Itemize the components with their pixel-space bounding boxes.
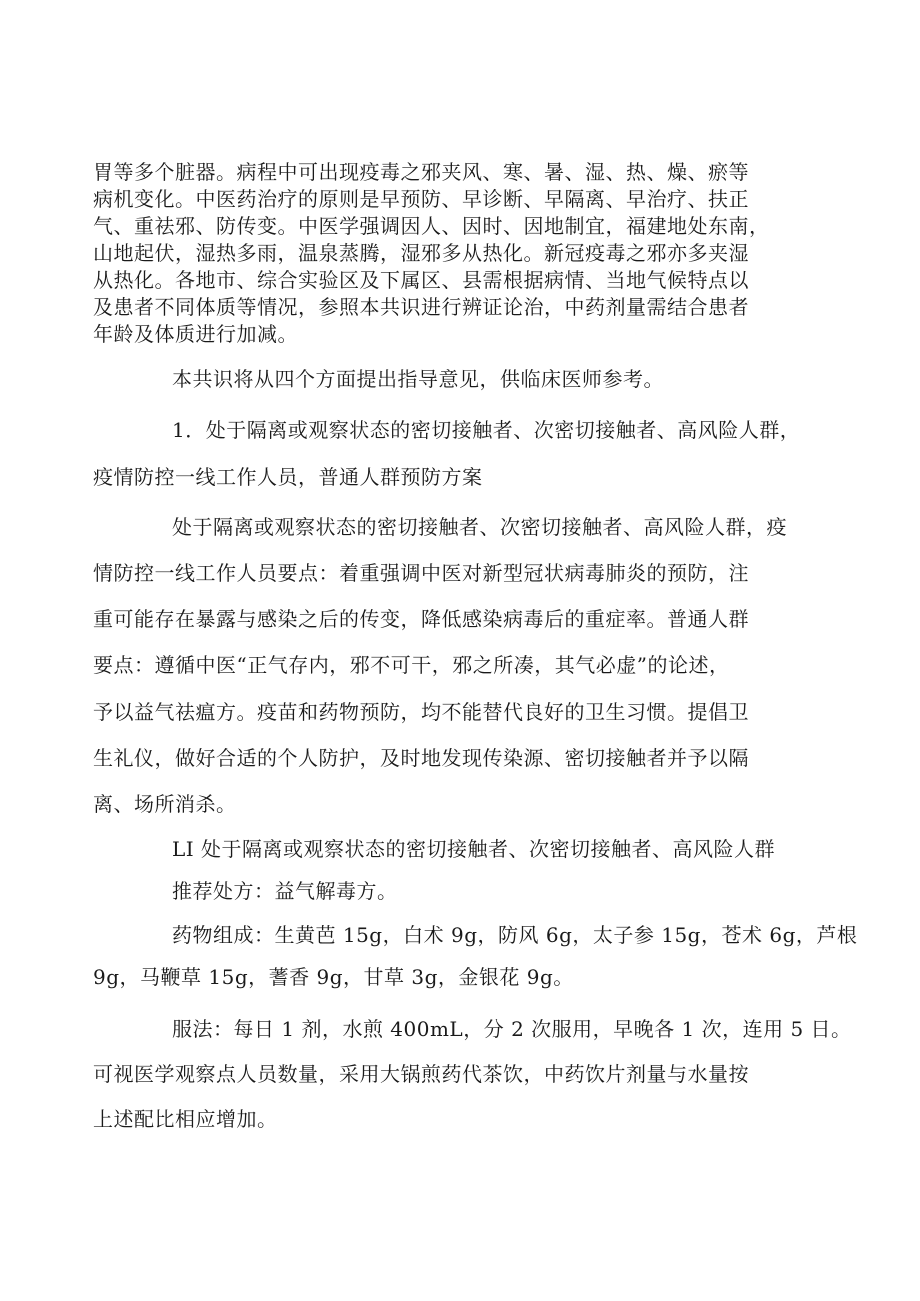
intro-line-2: 病机变化。中医药治疗的原则是早预防、早诊断、早隔离、早治疗、扶正 xyxy=(93,187,749,211)
section-body-line-7: 离、场所消杀。 xyxy=(93,792,237,816)
subsection-heading: LI 处于隔离或观察状态的密切接触者、次密切接触者、高风险人群 xyxy=(172,837,776,861)
intro-line-7: 年龄及体质进行加减。 xyxy=(93,322,298,346)
section-body-line-5: 予以益气祛瘟方。疫苗和药物预防，均不能替代良好的卫生习惯。提倡卫 xyxy=(93,700,749,724)
section-heading-line-2: 疫情防控一线工作人员，普通人群预防方案 xyxy=(93,465,483,489)
section-heading-line-1: 1．处于隔离或观察状态的密切接触者、次密切接触者、高风险人群， xyxy=(172,418,801,442)
section-body-line-6: 生礼仪，做好合适的个人防护，及时地发现传染源、密切接触者并予以隔 xyxy=(93,746,749,770)
intro-line-1: 胃等多个脏器。病程中可出现疫毒之邪夹风、寒、暑、湿、热、燥、瘀等 xyxy=(93,160,749,184)
intro-line-4: 山地起伏，湿热多雨，温泉蒸腾，湿邪多从热化。新冠疫毒之邪亦多夹湿 xyxy=(93,241,749,265)
usage-line-1: 服法：每日 1 剂，水煎 400mL，分 2 次服用，早晚各 1 次，连用 5 日。 xyxy=(172,1017,852,1041)
intro-line-5: 从热化。各地市、综合实验区及下属区、县需根据病情、当地气候特点以 xyxy=(93,268,749,292)
section-body-line-4: 要点：遵循中医“正气存内，邪不可干，邪之所凑，其气必虚”的论述， xyxy=(93,653,730,677)
section-body-line-1: 处于隔离或观察状态的密切接触者、次密切接触者、高风险人群，疫 xyxy=(172,515,787,539)
usage-line-2: 可视医学观察点人员数量，采用大锅煎药代茶饮，中药饮片剂量与水量按 xyxy=(93,1062,749,1086)
intro-line-3: 气、重祛邪、防传变。中医学强调因人、因时、因地制宜，福建地处东南， xyxy=(93,214,770,238)
section-body-line-3: 重可能存在暴露与感染之后的传变，降低感染病毒后的重症率。普通人群 xyxy=(93,607,749,631)
composition-line-1: 药物组成：生黄芭 15g，白术 9g，防风 6g，太子参 15g，苍术 6g，芦根 xyxy=(172,923,858,947)
usage-line-3: 上述配比相应增加。 xyxy=(93,1107,278,1131)
prescription-text: 推荐处方：益气解毒方。 xyxy=(172,879,398,903)
section-body-line-2: 情防控一线工作人员要点：着重强调中医对新型冠状病毒肺炎的预防，注 xyxy=(93,561,749,585)
overview-text: 本共识将从四个方面提出指导意见，供临床医师参考。 xyxy=(172,367,664,391)
intro-line-6: 及患者不同体质等情况，参照本共识进行辨证论治，中药剂量需结合患者 xyxy=(93,295,749,319)
composition-line-2: 9g，马鞭草 15g，蓍香 9g，甘草 3g，金银花 9g。 xyxy=(93,965,574,989)
